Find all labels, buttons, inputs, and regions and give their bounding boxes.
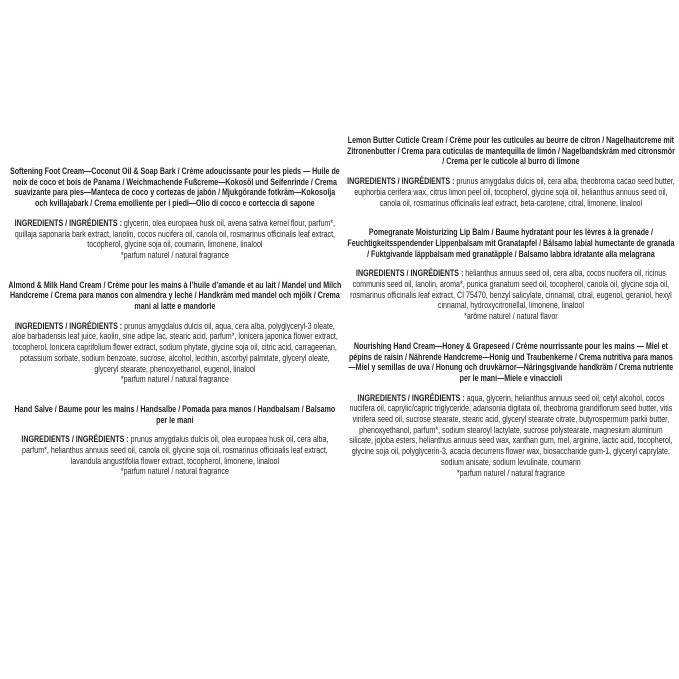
product-block-hand-cream-almond-milk xyxy=(8,281,342,386)
product-title: Lemon Butter Cuticle Cream / Crème pour les cuticules au beurre de citron / Nagelhautcreme mit Zitronenbutter / Crema para cuticulas de mantequilla de limón / Nagelbandskräm med citronsmör / Crema per le cuticole al burro di limone xyxy=(347,135,675,168)
ingredients-text: aqua, glycerin, helianthus annuus seed oil, cetyl alcohol, cocos nucifera oil, caprylic/capric triglyceride, adansonia digitata oil, theobroma grandiflorum seed butter, vitis vinifera seed oil, sucrose stearate, stearic acid, glyceryl stearate citrate, butyrospermum parkii butter, phenoxyethanol, parfum*, sodium stearoyl lactylate, sucrose polystearate, magnesium aluminum silicate, jojoba esters, helianthus annuus seed wax, xanthan gum, mel, arginine, lactic acid, tocopherol, glycine soja oil, polyglycerin-3, acacia decurrens flower wax, biosaccharide gum-1, glyceryl caprylate, sodium anisate, sodium levulinate, coumarin xyxy=(349,392,673,468)
left-column xyxy=(8,167,342,497)
ingredients-paragraph xyxy=(347,394,675,480)
ingredients-label: INGREDIENTS / INGRÉDIENTS : xyxy=(14,320,123,332)
ingredients-label: INGREDIENTS / INGRÉDIENTS : xyxy=(357,392,465,404)
ingredients-text: prunus amygdalus dulcis oil, cera alba, theobroma cacao seed butter, euphorbia cerifera wax, citrus limon peel oil, tocopherol, glycine soja oil, helianthus annuus seed oil, canola oil, rosmarinus officinalis leaf extract, beta-carotene, citral, limonene, linalool xyxy=(354,176,675,209)
ingredients-text: prunus amygdalus dulcis oil, olea europaea husk oil, cera alba, parfum*, helianthus annuus seed oil, canola oil, glycine soja oil, rosmarinus officinalis leaf extract, lavandula angustifolia flower extract, tocopherol, limonene, linalool xyxy=(22,434,329,467)
ingredients-label: INGREDIENTS / INGRÉDIENTS : xyxy=(347,176,455,188)
ingredients-label: INGREDIENTS / INGRÉDIENTS : xyxy=(356,268,464,280)
ingredients-paragraph xyxy=(8,435,342,478)
right-column xyxy=(347,136,675,498)
ingredients-paragraph xyxy=(8,219,342,262)
ingredients-text: glycerin, olea europaea husk oil, avena sativa kernel flour, parfum*, quillaja saponaria bark extract, lanolin, cocos nucifera oil, canola oil, rosmarinus officinalis leaf extract, tocopherol, glycine soja oil, coumarin, limonene, linalool xyxy=(14,217,336,251)
ingredients-text: prunus amygdalus dulcis oil, aqua, cera alba, polyglyceryl-3 oleate, aloe barbadensis leaf juice, kaolin, sine adipe lac, stearic acid, parfum*, lonicera japonica flower extract, tocopherol, lonicera caprifolium flower extract, sodium phytate, glycine soja oil, citric acid, carrageenan, potassium sorbate, sodium benzoate, sucrose, alcohol, lecithin, ascorbyl palmitate, glyceryl oleate, glyceryl stearate, phenoxyethanol, eugenol, linalool xyxy=(11,320,338,375)
ingredients-label: INGREDIENTS / INGRÉDIENTS : xyxy=(21,434,129,446)
product-title: Softening Foot Cream—Coconut Oil & Soap Bark / Crème adoucissante pour les pieds — Huile de noix de coco et bois de Panama / Weichmachende Fußcreme—Kokosöl und Seifenrinde / Crema suavizante para pies—Manteca de coco y cortezas de jabón / Mjukgörande fotkräm—Kokosolja och kvillajabark / Crema emolliente per i piedi—Olio di cocco e corteccia di sapone xyxy=(9,166,340,210)
product-title: Almond & Milk Hand Cream / Crème pour les mains à l’huile d’amande et au lait / Mandel und Milch Handcreme / Crema para manos con almendra y leche / Handkräm med mandel och mjölk / Crema mani al latte e mandorle xyxy=(8,279,342,313)
ingredients-text: helianthus annuus seed oil, cera alba, cocos nucifera oil, ricinus communis seed oil, lanolin, aroma*, punica granatum seed oil, tocopherol, canola oil, glycine soja oil, rosmarinus officinalis leaf extract, CI 75470, benzyl salicylate, cinnamal, citral, eugenol, geraniol, hexyl cinnamal, hydroxycitronellal, limonene, linalool xyxy=(350,268,672,312)
ingredients-footnote: *arôme naturel / natural flavor xyxy=(464,311,558,323)
product-title: Hand Salve / Baume pour les mains / Handsalbe / Pomada para manos / Handbalsam / Balsamo per le mani xyxy=(14,403,336,426)
product-block-hand-cream-honey-grapeseed xyxy=(347,342,675,479)
ingredients-label: INGREDIENTS / INGRÉDIENTS : xyxy=(14,217,122,229)
ingredients-footnote: *parfum naturel / natural fragrance xyxy=(456,467,565,479)
product-block-cuticle-cream xyxy=(347,136,675,209)
ingredients-paragraph xyxy=(347,269,675,323)
ingredients-paragraph xyxy=(347,177,675,209)
product-block-hand-salve xyxy=(8,405,342,478)
product-block-foot-cream xyxy=(8,167,342,262)
ingredients-footnote: *parfum naturel / natural fragrance xyxy=(120,249,229,261)
ingredients-footnote: *parfum naturel / natural fragrance xyxy=(120,466,229,478)
ingredients-paragraph xyxy=(8,322,342,386)
ingredients-footnote: *parfum naturel / natural fragrance xyxy=(120,374,229,386)
product-title: Nourishing Hand Cream—Honey & Grapeseed / Crème nourrissante pour les mains — Miel et pépins de raisin / Nährende Handcreme—Honig und Traubenkerne / Crema nutritiva para manos—Miel y semillas de uva / Honung och druvkärnor—Näringsgivande handkräm / Crema nutriente per le mani—Miele e vinaccioli xyxy=(348,340,674,384)
product-block-lip-balm xyxy=(347,228,675,323)
product-title: Pomegranate Moisturizing Lip Balm / Baume hydratant pour les lèvres à la grenade / Feuchtigkeitsspendender Lippenbalsam mit Granatapfel / Bálsamo labial humectante de granada / Fuktgivande läppbalsam med granatäpple / Balsamo labbra idratante alla melagrana xyxy=(347,227,675,260)
